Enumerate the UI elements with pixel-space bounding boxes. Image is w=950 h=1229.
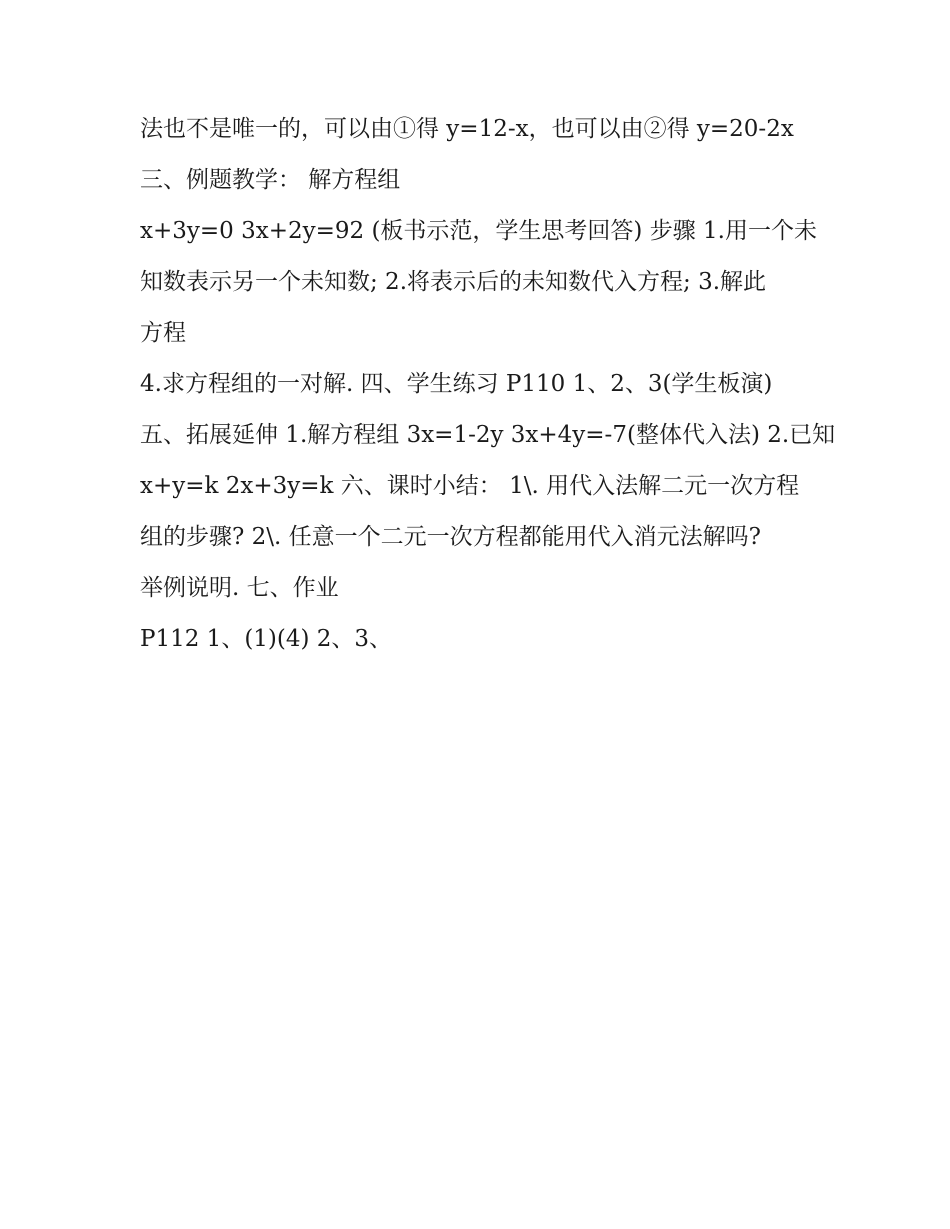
text-line: 知数表示另一个未知数; 2.将表示后的未知数代入方程; 3.解此 [140, 269, 767, 295]
text-line: x+3y=0 3x+2y=92 (板书示范，学生思考回答) 步骤 1.用一个未 [140, 218, 817, 244]
text-line: 五、拓展延伸 1.解方程组 3x=1-2y 3x+4y=-7(整体代入法) 2.已知 [140, 422, 836, 448]
text-line: 方程 [140, 320, 186, 346]
text-line: 组的步骤? 2\. 任意一个二元一次方程都能用代入消元法解吗? [140, 524, 761, 550]
body-text [140, 104, 836, 665]
text-line: 三、例题教学： 解方程组 [140, 167, 401, 193]
text-line: P112 1、(1)(4) 2、3、 [140, 626, 393, 652]
text-line: x+y=k 2x+3y=k 六、课时小结： 1\. 用代入法解二元一次方程 [140, 473, 800, 499]
text-line: 法也不是唯一的，可以由①得 y=12-x，也可以由②得 y=20-2x [140, 116, 794, 142]
text-line: 4.求方程组的一对解. 四、学生练习 P110 1、2、3(学生板演) [140, 371, 773, 397]
text-line: 举例说明. 七、作业 [140, 575, 339, 601]
